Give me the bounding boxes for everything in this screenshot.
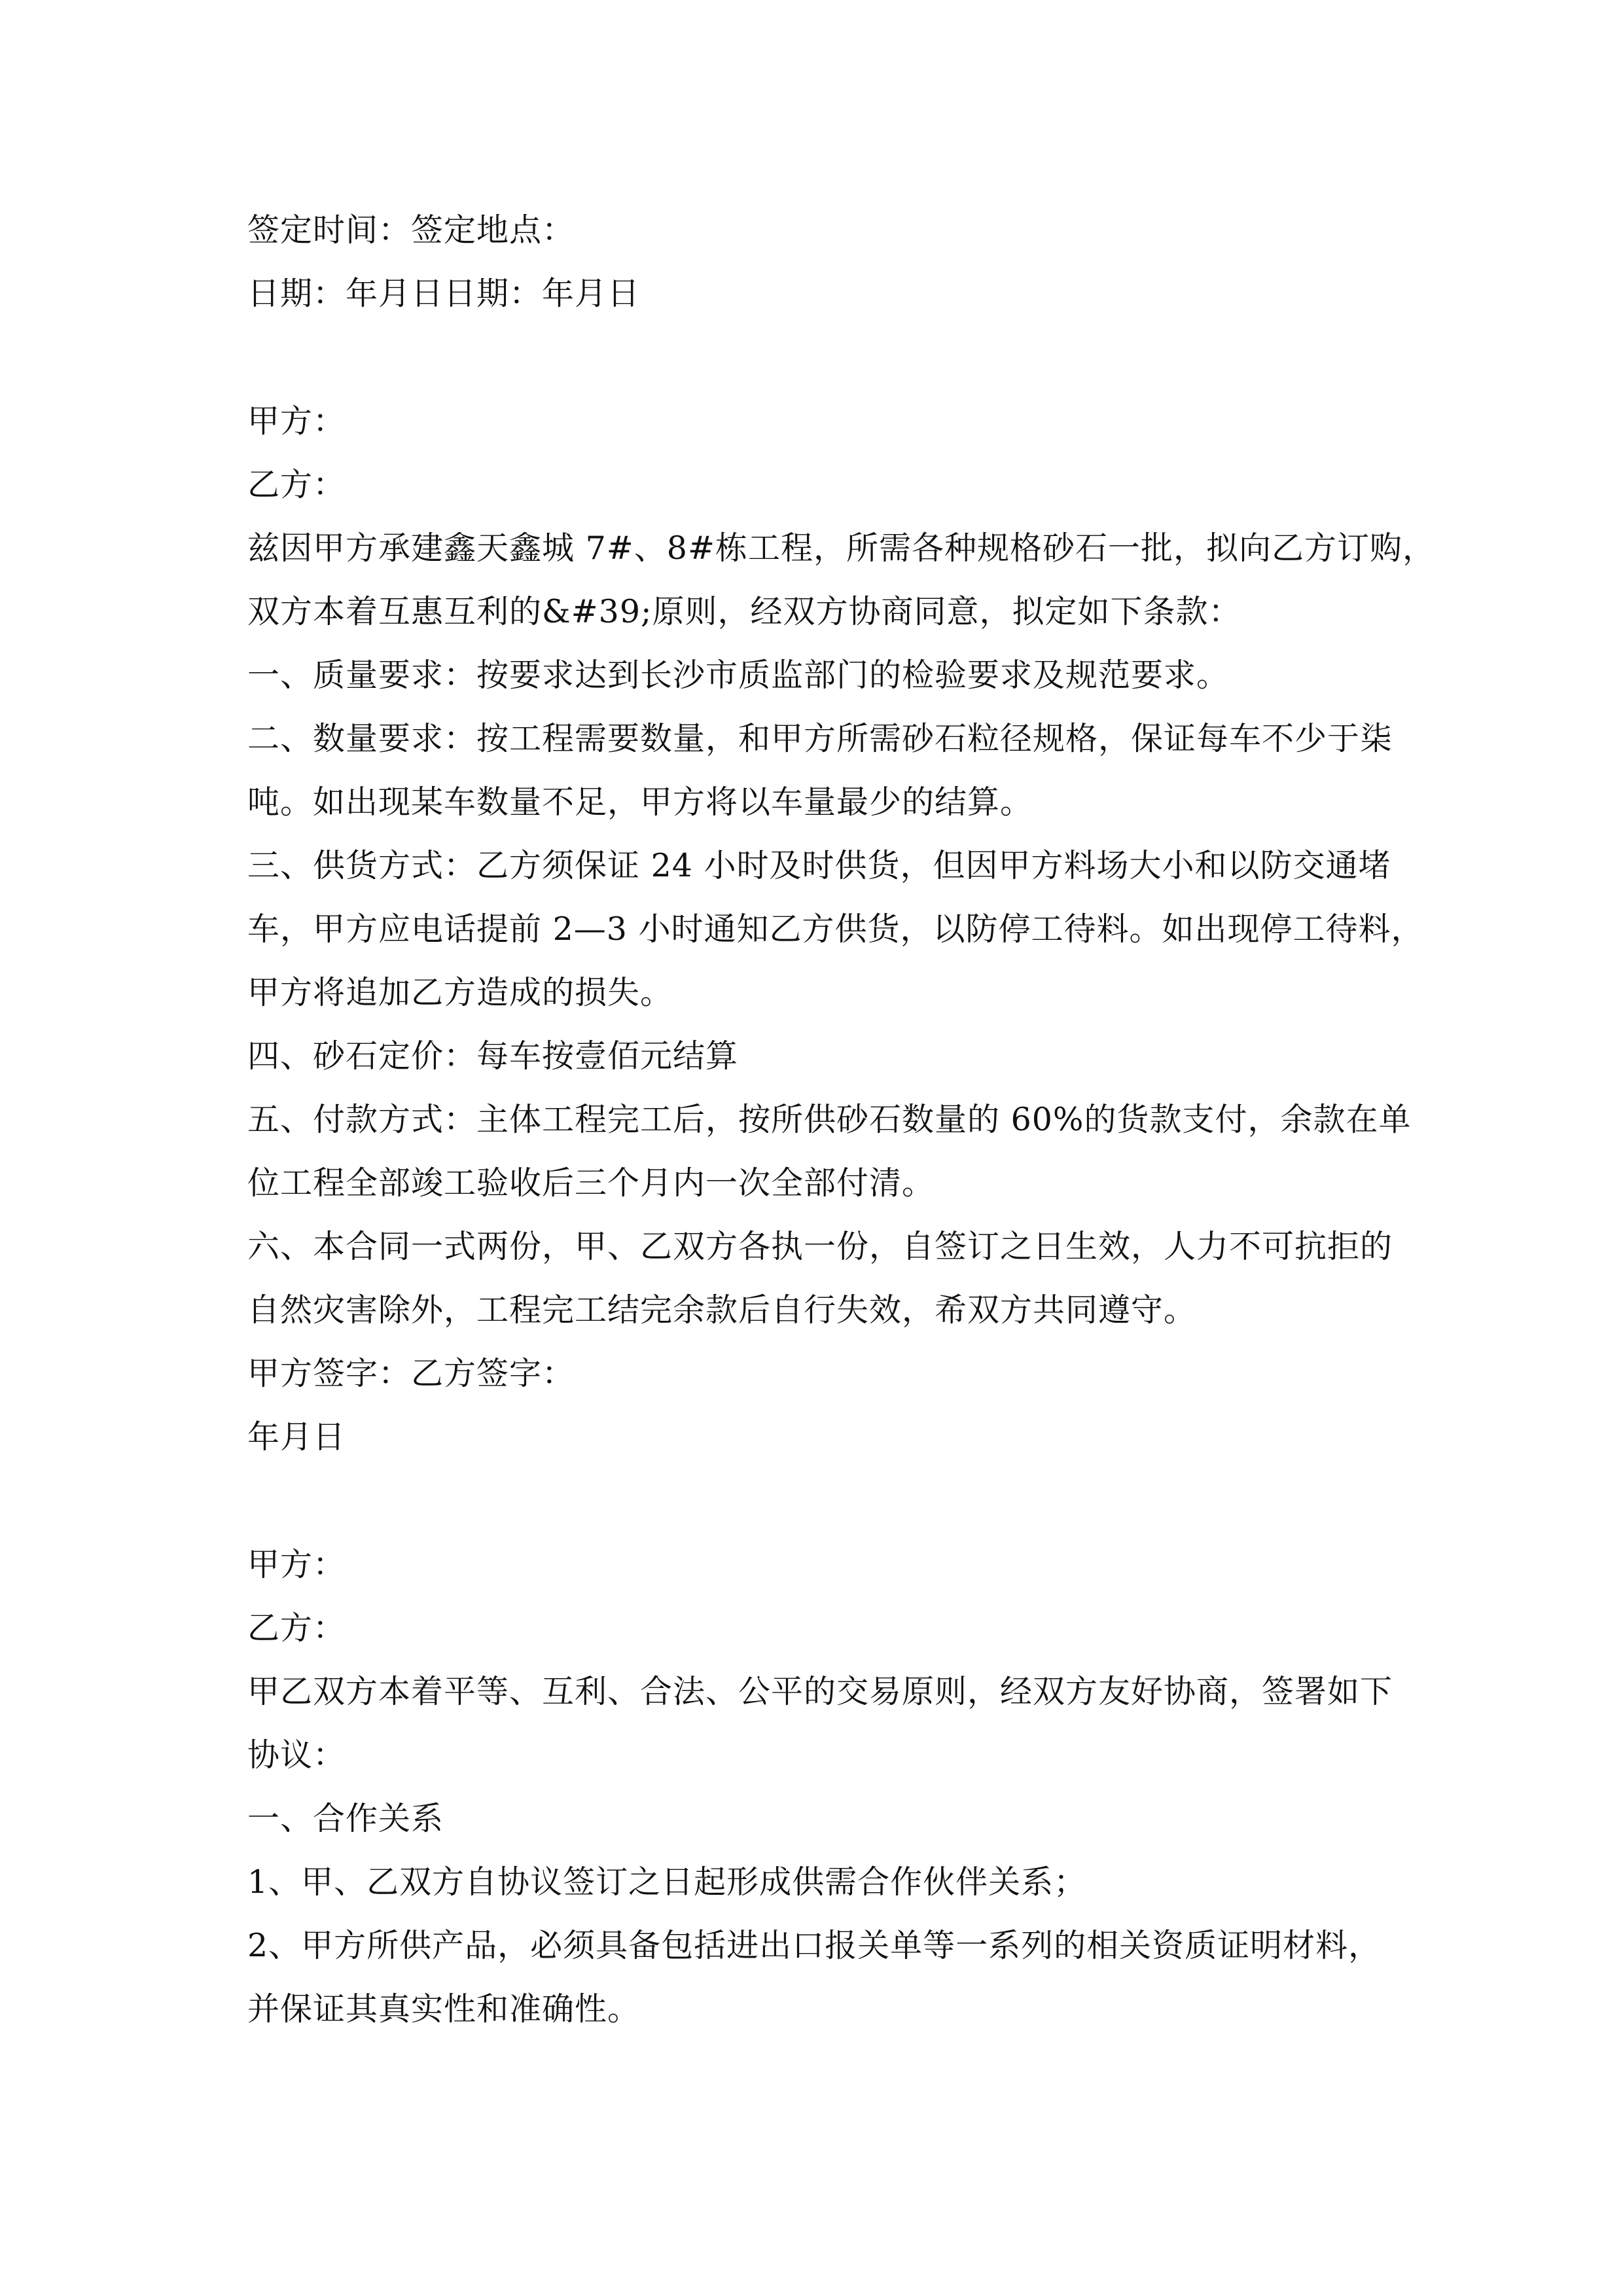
clause-payment-line-1: 五、付款方式：主体工程完工后，按所供砂石数量的 60%的货款支付，余款在单	[247, 1101, 1412, 1138]
clause-payment-line-2: 位工程全部竣工验收后三个月内一次全部付清。	[247, 1164, 935, 1202]
clause-supply-line-3: 甲方将追加乙方造成的损失。	[247, 974, 673, 1011]
clause-validity-line-1: 六、本合同一式两份，甲、乙双方各执一份，自签订之日生效，人力不可抗拒的	[247, 1228, 1393, 1265]
preamble-line-1: 兹因甲方承建鑫天鑫城 7#、8#栋工程，所需各种规格砂石一批，拟向乙方订购，	[247, 529, 1436, 567]
clause-supply-line-1: 三、供货方式：乙方须保证 24 小时及时供货，但因甲方料场大小和以防交通堵	[247, 847, 1391, 884]
agreement-preamble-line-1: 甲乙双方本着平等、互利、合法、公平的交易原则，经双方友好协商，签署如下	[247, 1673, 1393, 1710]
clause-quantity-line-2: 吨。如出现某车数量不足，甲方将以车量最少的结算。	[247, 783, 1033, 821]
signature-line: 甲方签字：乙方签字：	[247, 1355, 575, 1392]
signature-date-line: 年月日	[247, 1418, 346, 1456]
section-cooperation-heading: 一、合作关系	[247, 1800, 444, 1837]
party-b-label: 乙方：	[247, 466, 346, 503]
party-a-label: 甲方：	[247, 403, 346, 440]
cooperation-item-1: 1、甲、乙双方自协议签订之日起形成供需合作伙伴关系；	[247, 1863, 1087, 1901]
clause-pricing: 四、砂石定价：每车按壹佰元结算	[247, 1037, 739, 1075]
party-a-label-2: 甲方：	[247, 1546, 346, 1583]
date-line: 日期：年月日日期：年月日	[247, 275, 641, 312]
clause-quantity-line-1: 二、数量要求：按工程需要数量，和甲方所需砂石粒径规格，保证每车不少于柒	[247, 720, 1393, 757]
clause-quality: 一、质量要求：按要求达到长沙市质监部门的检验要求及规范要求。	[247, 656, 1230, 694]
cooperation-item-2-line-1: 2、甲方所供产品，必须具备包括进出口报关单等一系列的相关资质证明材料，	[247, 1927, 1382, 1964]
cooperation-item-2-line-2: 并保证其真实性和准确性。	[247, 1990, 641, 2028]
signing-time-place-line: 签定时间：签定地点：	[247, 211, 575, 249]
clause-supply-line-2: 车，甲方应电话提前 2—3 小时通知乙方供货，以防停工待料。如出现停工待料，	[247, 910, 1424, 948]
preamble-line-2: 双方本着互惠互利的&#39;原则，经双方协商同意，拟定如下条款：	[247, 593, 1241, 630]
agreement-preamble-line-2: 协议：	[247, 1736, 346, 1774]
clause-validity-line-2: 自然灾害除外，工程完工结完余款后自行失效，希双方共同遵守。	[247, 1291, 1197, 1329]
party-b-label-2: 乙方：	[247, 1609, 346, 1647]
